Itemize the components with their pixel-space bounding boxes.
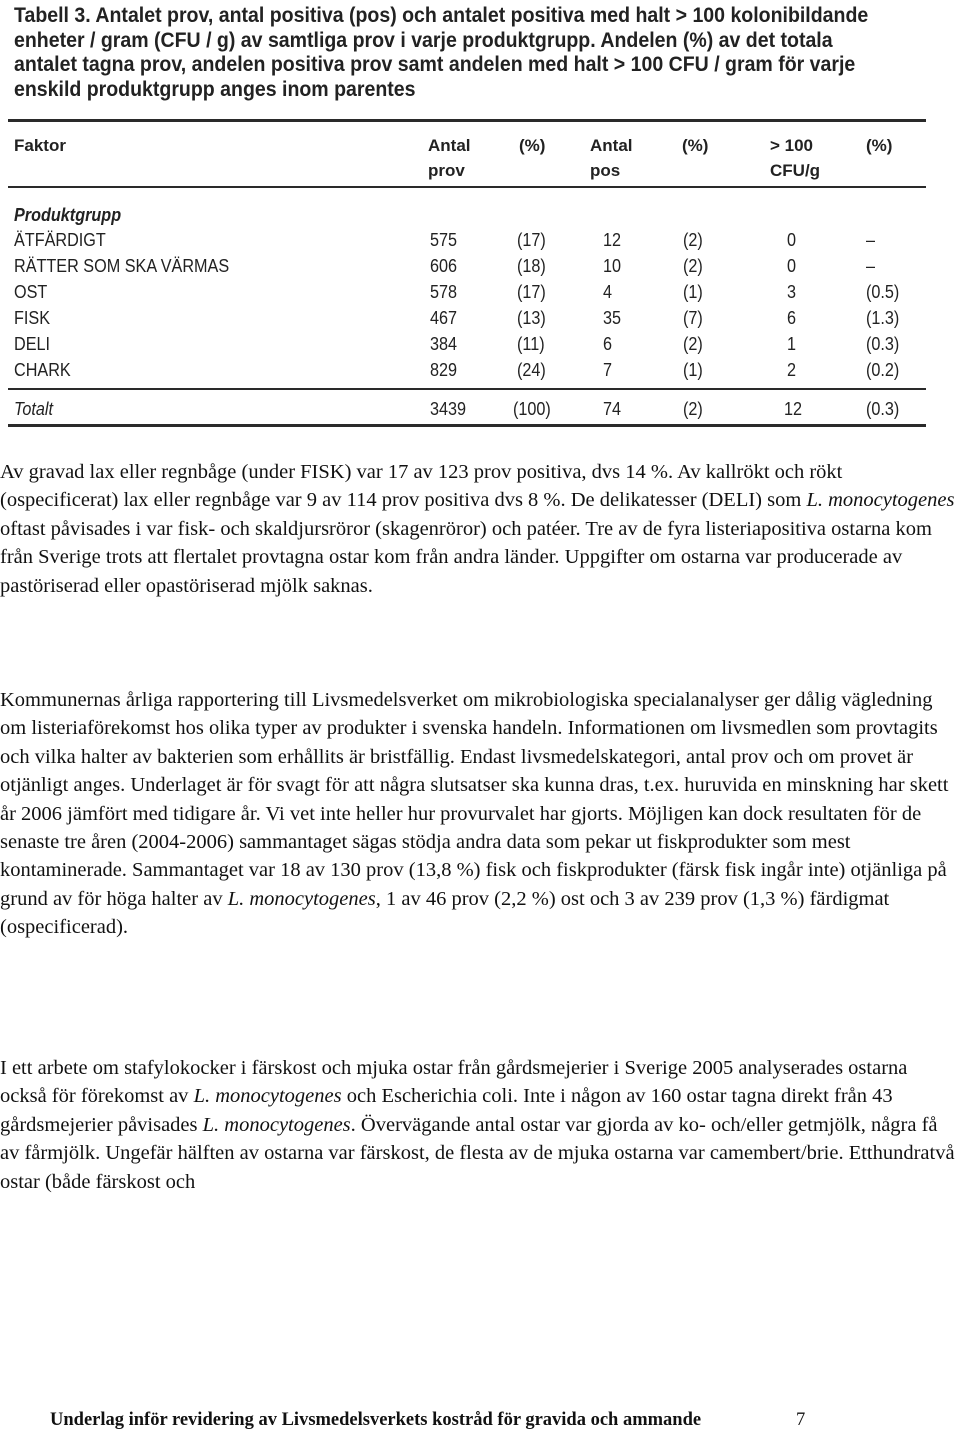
- page-number: 7: [796, 1410, 806, 1430]
- row-pos: 35: [603, 308, 622, 328]
- total-pct-prov: (100): [513, 399, 551, 419]
- total-cfu: 12: [784, 399, 803, 419]
- table-top-rule: [8, 119, 926, 122]
- row-label: DELI: [14, 334, 51, 354]
- row-pct-pos: (2): [683, 256, 703, 276]
- row-pct-prov: (18): [517, 256, 546, 276]
- row-pos: 4: [603, 282, 613, 302]
- row-cfu: 0: [787, 230, 797, 250]
- row-prov: 829: [430, 360, 458, 380]
- row-pct-pos: (1): [683, 360, 703, 380]
- paragraph-1: Av gravad lax eller regnbåge (under FISK) var 17 av 123 prov positiva, dvs 14 %. Av kallrökt och rökt (ospecificerat) lax eller regnbåge var 9 av 114 prov positiva dvs 8 %. De delikatesser (DELI) som L. monocytogenes oftast påvisades i var fisk- och skaldjursröror (skagenröror) och patéer. Tre av de fyra listeriapositiva ostarna kom från Sverige trots att flertalet provtagna ostar kom från andra länder. Uppgifter om ostarna var producerade av pastöriserad eller opastöriserad mjölk saknas.: [0, 461, 955, 597]
- total-label: Totalt: [14, 399, 54, 419]
- row-pos: 7: [603, 360, 613, 380]
- row-pos: 6: [603, 334, 613, 354]
- total-pct-pos: (2): [683, 399, 703, 419]
- row-pct-cfu: (0.5): [866, 282, 900, 302]
- table-caption: Tabell 3. Antalet prov, antal positiva (pos) och antalet positiva med halt > 100 kolonibildande enheter / gram (CFU / g) av samtliga prov i varje produktgrupp. Andelen (%) av det totala antalet tagna prov, andelen positiva prov samt andelen med halt > 100 CFU / gram för varje enskild produktgrupp anges inom parentes: [14, 4, 869, 101]
- row-prov: 467: [430, 308, 458, 328]
- header-rule: [8, 186, 926, 188]
- row-cfu: 0: [787, 256, 797, 276]
- paragraph-3: I ett arbete om stafylokocker i färskost och mjuka ostar från gårdsmejerier i Sverige 2005 analyserades ostarna också för förekomst av L. monocytogenes och Escherichia coli. Inte i någon av 160 ostar tagna direkt från 43 gårdsmejerier påvisades L. monocytogenes. Övervägande antal ostar var gjorda av ko- och/eller getmjölk, några få av fårmjölk. Ungefär hälften av ostarna var färskost, de flesta av de mjuka ostarna var camembert/brie. Etthundratvå ostar (både färskost och: [0, 1057, 955, 1193]
- row-pct-cfu: (1.3): [866, 308, 900, 328]
- row-pct-pos: (1): [683, 282, 703, 302]
- row-cfu: 2: [787, 360, 797, 380]
- total-pos: 74: [603, 399, 622, 419]
- header-antal-prov: Antal prov: [428, 136, 471, 180]
- header-cfu: > 100 CFU/g: [770, 136, 821, 180]
- header-pct-cfu: (%): [866, 136, 893, 155]
- row-pct-pos: (2): [683, 230, 703, 250]
- row-pct-prov: (24): [517, 360, 546, 380]
- row-cfu: 1: [787, 334, 797, 354]
- row-prov: 578: [430, 282, 458, 302]
- row-pct-prov: (11): [517, 334, 545, 354]
- paragraph-2: Kommunernas årliga rapportering till Livsmedelsverket om mikrobiologiska specialanalyser ger dålig vägledning om listeriaförekomst hos olika typer av produkter i svenska handeln. Informationen om livsmedlen som provtagits och vilka halter av bakterien som erhållits är bristfällig. Endast livsmedelskategori, antal prov och om provet är otjänligt anges. Underlaget är för svagt för att några slutsatser ska kunna dras, t.ex. huruvida en minskning har skett år 2006 jämfört med tidigare år. Vi vet inte heller hur provurvalet har gjorts. Möjligen kan dock resultaten för de senaste tre åren (2004-2006) sammantaget sägas stödja andra data som pekar ut fiskprodukter som mest kontaminerade. Sammantaget var 18 av 130 prov (13,8 %) fisk och fiskprodukter (färsk fisk ingår inte) otjänliga på grund av för höga halter av L. monocytogenes, 1 av 46 prov (2,2 %) ost och 3 av 239 prov (1,3 %) färdigmat (ospecificerad).: [0, 689, 949, 939]
- row-prov: 575: [430, 230, 458, 250]
- row-pct-cfu: (0.3): [866, 334, 900, 354]
- group-label: Produktgrupp: [14, 205, 122, 225]
- row-pct-cfu: (0.2): [866, 360, 900, 380]
- row-pct-cfu: –: [866, 256, 876, 276]
- row-label: OST: [14, 282, 48, 302]
- row-pct-prov: (17): [517, 230, 546, 250]
- row-pct-pos: (7): [683, 308, 703, 328]
- header-faktor: Faktor: [14, 136, 66, 155]
- row-label: CHARK: [14, 360, 71, 380]
- row-cfu: 3: [787, 282, 797, 302]
- row-label: RÄTTER SOM SKA VÄRMAS: [14, 256, 230, 276]
- row-cfu: 6: [787, 308, 797, 328]
- row-prov: 606: [430, 256, 458, 276]
- row-pct-cfu: –: [866, 230, 876, 250]
- row-pct-pos: (2): [683, 334, 703, 354]
- header-pct-pos: (%): [682, 136, 709, 155]
- total-pct-cfu: (0.3): [866, 399, 900, 419]
- row-pos: 12: [603, 230, 622, 250]
- table-bottom-rule: [8, 424, 926, 427]
- total-prov: 3439: [430, 399, 467, 419]
- row-pct-prov: (17): [517, 282, 546, 302]
- row-label: FISK: [14, 308, 51, 328]
- total-rule: [8, 388, 926, 390]
- header-pct-prov: (%): [519, 136, 546, 155]
- row-pos: 10: [603, 256, 622, 276]
- page-footer: Underlag inför revidering av Livsmedelsverkets kostråd för gravida och ammande: [50, 1410, 702, 1430]
- table-figure: [0, 0, 960, 440]
- row-prov: 384: [430, 334, 458, 354]
- header-antal-pos: Antal pos: [590, 136, 633, 180]
- row-label: ÄTFÄRDIGT: [14, 230, 106, 250]
- row-pct-prov: (13): [517, 308, 546, 328]
